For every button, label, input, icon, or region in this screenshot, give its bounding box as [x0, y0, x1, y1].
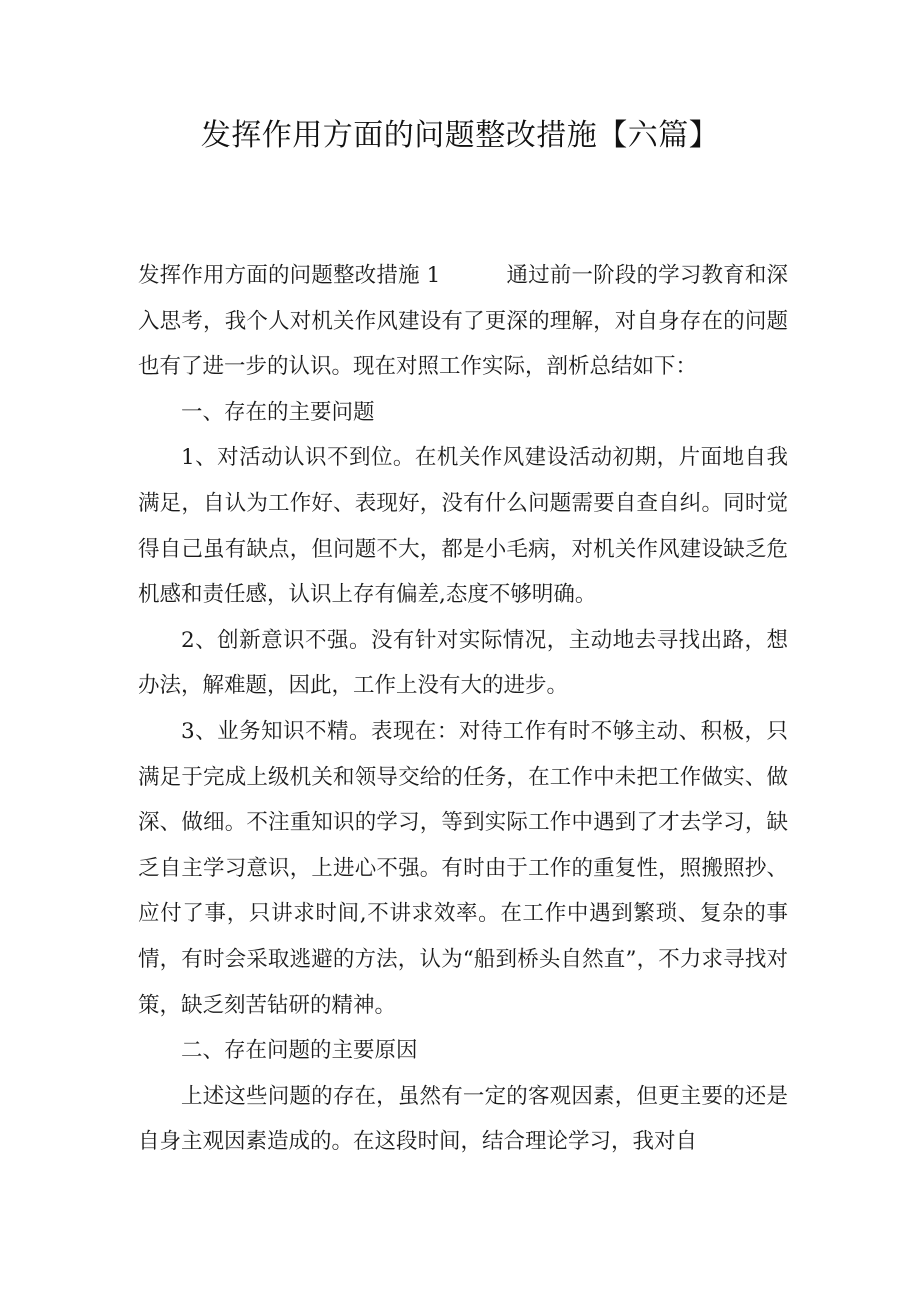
problem-item-2: 2、创新意识不强。没有针对实际情况，主动地去寻找出路，想办法，解难题，因此，工作上没有大的进步。	[138, 627, 788, 699]
intro-text: 通过前一阶段的学习教育和深入思考，我个人对机关作风建设有了更深的理解，对自身存在的问题也有了进一步的认识。现在对照工作实际，剖析总结如下：	[138, 263, 788, 380]
cause-paragraph: 上述这些问题的存在，虽然有一定的客观因素，但更主要的还是自身主观因素造成的。在这段时间，结合理论学习，我对自	[138, 1083, 788, 1155]
document-body	[138, 253, 788, 1165]
intro-paragraph	[138, 253, 788, 390]
heading-main-causes: 二、存在问题的主要原因	[181, 1038, 418, 1064]
heading-existing-problems: 一、存在的主要问题	[181, 399, 375, 425]
problem-item-3: 3、业务知识不精。表现在：对待工作有时不够主动、积极，只满足于完成上级机关和领导交给的任务，在工作中未把工作做实、做深、做细。不注重知识的学习，等到实际工作中遇到了才去学习，缺乏自主学习意识，上进心不强。有时由于工作的重复性，照搬照抄、应付了事，只讲求时间,不讲求效率。在工作中遇到繁琐、复杂的事情，有时会采取逃避的方法，认为“船到桥头自然直”，不力求寻找对策，缺乏刻苦钻研的精神。	[138, 718, 788, 1018]
section-label: 发挥作用方面的问题整改措施 1	[138, 263, 441, 288]
document-title: 发挥作用方面的问题整改措施【六篇】	[200, 118, 720, 153]
problem-item-1: 1、对活动认识不到位。在机关作风建设活动初期，片面地自我满足，自认为工作好、表现好，没有什么问题需要自查自纠。同时觉得自己虽有缺点，但问题不大，都是小毛病，对机关作风建设缺乏危机感和责任感，认识上存有偏差,态度不够明确。	[138, 445, 788, 608]
